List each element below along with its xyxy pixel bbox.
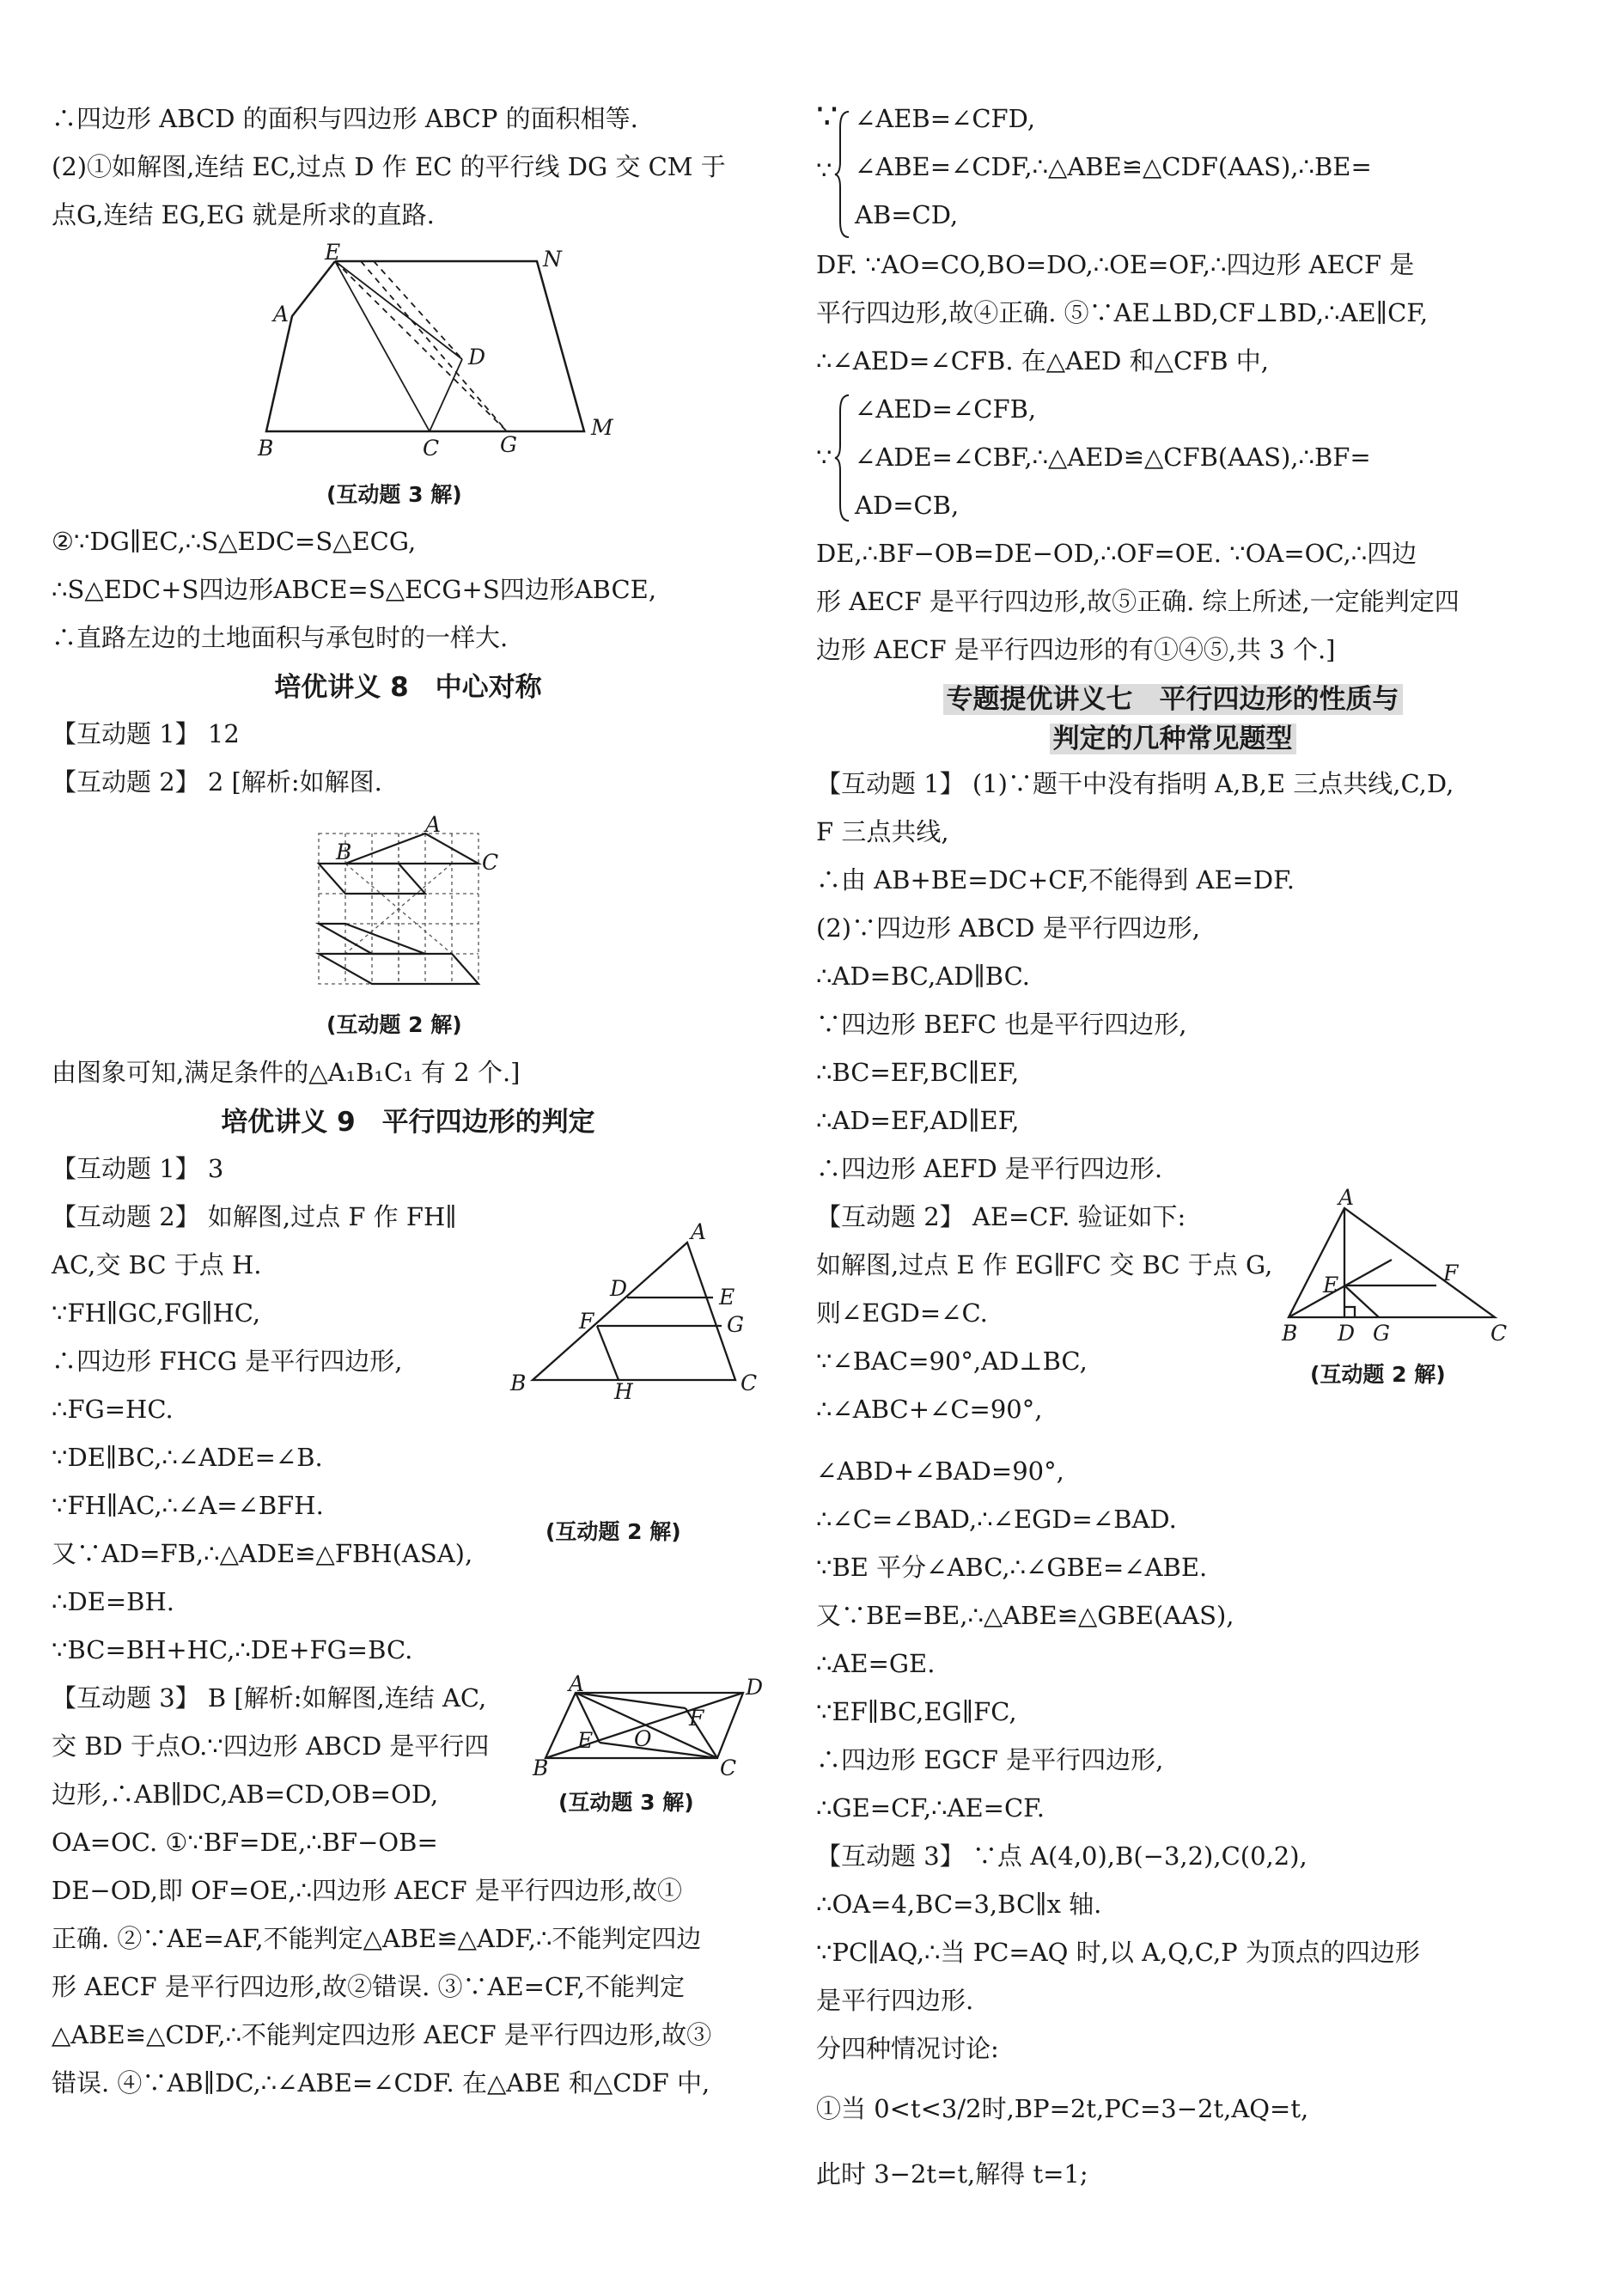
point-label: N [543,247,562,272]
text-line: (2)①如解图,连结 EC,过点 D 作 EC 的平行线 DG 交 CM 于 [52,152,726,181]
text-line: 【互动题 2】 2 [解析:如解图. [52,767,382,797]
point-label: E [719,1285,735,1310]
point-label: B [533,1756,549,1780]
text-line: F 三点共线, [816,817,949,846]
point-label: C [423,436,440,461]
text-line: 则∠EGD=∠C. [816,1298,988,1328]
section-heading-8: 培优讲义 8 中心对称 [274,672,542,703]
figure-caption: (互动题 2 解) [1310,1362,1446,1387]
text-line: ∴DE=BH. [52,1587,174,1616]
point-label: A [1338,1185,1355,1210]
text-line: 交 BD 于点O.∵四边形 ABCD 是平行四 [52,1731,490,1761]
point-label: C [1490,1321,1508,1346]
point-label: C [741,1371,758,1395]
text-line: ∵∠BAC=90°,AD⊥BC, [816,1346,1088,1376]
text-line: ∴∠AED=∠CFB. 在△AED 和△CFB 中, [816,346,1270,376]
text-line: ∠AED=∠CFB, [855,394,1037,424]
point-label: F [579,1309,594,1334]
text-line: ∴由 AB+BE=DC+CF,不能得到 AE=DF. [816,865,1295,895]
brace-mark [835,394,852,522]
point-label: G [1373,1321,1390,1346]
text-line: AB=CD, [855,200,959,229]
point-label: B [1282,1321,1298,1346]
text-line: 边形,∴AB∥DC,AB=CD,OB=OD, [52,1780,439,1809]
text-line: ②∵DG∥EC,∴S△EDC=S△ECG, [52,527,417,556]
text-line: 【互动题 2】 AE=CF. 验证如下: [816,1202,1186,1231]
text-line: AD=CB, [855,491,960,520]
since-mark: ∵ [816,443,832,472]
text-line: 又∵BE=BE,∴△ABE≌△GBE(AAS), [816,1601,1234,1630]
text-line: ∠AEB=∠CFD, [855,104,1036,133]
text-line: ∴直路左边的土地面积与承包时的一样大. [52,623,509,652]
text-line: ∵PC∥AQ,∴当 PC=AQ 时,以 A,Q,C,P 为顶点的四边形 [816,1938,1420,1967]
point-label: B [510,1371,527,1395]
text-line: 分四种情况讨论: [816,2034,999,2063]
figure-caption: (互动题 2 解) [326,1012,462,1037]
point-label: A [425,812,442,837]
text-line: ∠ABD+∠BAD=90°, [816,1456,1064,1486]
text-line: 又∵AD=FB,∴△ADE≌△FBH(ASA), [52,1539,473,1568]
text-line: 【互动题 3】 ∵点 A(4,0),B(−3,2),C(0,2), [816,1841,1307,1871]
point-label: C [482,850,499,875]
point-label: D [1338,1321,1356,1346]
text-line: ∵FH∥AC,∴∠A=∠BFH. [52,1491,324,1520]
text-line: 此时 3−2t=t,解得 t=1; [816,2159,1088,2189]
text-line: DE,∴BF−OB=DE−OD,∴OF=OE. ∵OA=OC,∴四边 [816,539,1417,568]
text-line: ∴AD=BC,AD∥BC. [816,962,1030,991]
text-line: ∴BC=EF,BC∥EF, [816,1058,1020,1087]
text-line: ∴∠ABC+∠C=90°, [816,1395,1043,1424]
text-line: ∴∠C=∠BAD,∴∠EGD=∠BAD. [816,1505,1177,1534]
point-label: E [325,240,341,265]
text-line: 如解图,过点 E 作 EG∥FC 交 BC 于点 G, [816,1250,1273,1279]
point-label: F [689,1706,704,1731]
figure-caption: (互动题 3 解) [326,482,462,507]
text-line: 是平行四边形. [816,1986,974,2015]
brace-mark [835,110,852,239]
figure-triangle-fh [507,1219,765,1404]
point-label: E [1323,1273,1339,1298]
text-line: 平行四边形,故④正确. ⑤∵AE⊥BD,CF⊥BD,∴AE∥CF, [816,298,1429,327]
text-line: ∴S△EDC+S四边形ABCE=S△ECG+S四边形ABCE, [52,575,657,604]
text-line: ∠ADE=∠CBF,∴△AED≌△CFB(AAS),∴BF= [855,443,1371,472]
figure-caption: (互动题 3 解) [558,1790,694,1815]
text-line: 边形 AECF 是平行四边形的有①④⑤,共 3 个.] [816,635,1336,664]
text-line: ∠ABE=∠CDF,∴△ABE≌△CDF(AAS),∴BE= [855,152,1372,181]
figure-parallelogram [533,1671,765,1780]
text-line: ∵四边形 BEFC 也是平行四边形, [816,1010,1187,1039]
text-line: 正确. ②∵AE=AF,不能判定△ABE≌△ADF,∴不能判定四边 [52,1924,702,1953]
text-line: DF. ∵AO=CO,BO=DO,∴OE=OF,∴四边形 AECF 是 [816,250,1415,279]
point-label: F [1443,1261,1459,1285]
text-line: AC,交 BC 于点 H. [52,1250,262,1279]
text-line: ∵FH∥GC,FG∥HC, [52,1298,261,1328]
point-label: A [569,1671,585,1696]
figure-caption: (互动题 2 解) [546,1519,681,1544]
text-line: OA=OC. ①∵BF=DE,∴BF−OB= [52,1828,438,1857]
figure-grid [314,812,554,986]
text-line: ∴FG=HC. [52,1395,174,1424]
text-line: ∵EF∥BC,EG∥FC, [816,1697,1017,1726]
point-label: D [468,345,486,369]
point-label: A [273,302,290,327]
text-line: 点G,连结 EG,EG 就是所求的直路. [52,200,435,229]
text-line: 形 AECF 是平行四边形,故②错误. ③∵AE=CF,不能判定 [52,1972,685,2001]
text-line: ∵BC=BH+HC,∴DE+FG=BC. [52,1635,413,1664]
text-line: 【互动题 1】 12 [52,719,240,748]
text-line: 由图象可知,满足条件的△A₁B₁C₁ 有 2 个.] [52,1058,521,1087]
point-label: B [336,840,352,864]
section-heading-9: 培优讲义 9 平行四边形的判定 [221,1107,595,1138]
text-line: ∵DE∥BC,∴∠ADE=∠B. [52,1443,323,1472]
point-label: G [500,432,517,457]
text-line: (2)∵四边形 ABCD 是平行四边形, [816,913,1200,943]
text-line: 错误. ④∵AB∥DC,∴∠ABE=∠CDF. 在△ABE 和△CDF 中, [52,2068,710,2098]
point-label: A [691,1219,707,1244]
text-line: ∴四边形 ABCD 的面积与四边形 ABCP 的面积相等. [52,104,638,133]
point-label: G [727,1312,744,1337]
section-heading-7 [816,677,1529,716]
section-title-line-1: 专题提优讲义七 平行四边形的性质与 [943,684,1403,715]
text-line: ∴四边形 AEFD 是平行四边形. [816,1154,1163,1183]
text-line: ∴GE=CF,∴AE=CF. [816,1793,1045,1823]
text-line: 【互动题 1】 (1)∵题干中没有指明 A,B,E 三点共线,C,D, [816,769,1454,798]
text-line: 【互动题 3】 B [解析:如解图,连结 AC, [52,1683,487,1713]
point-label: D [610,1276,628,1301]
since-mark: ∵ [816,156,832,185]
figure-land-plot [232,240,636,461]
text-line: ∴AE=GE. [816,1649,936,1678]
figure-right-triangle [1280,1185,1521,1347]
point-label: O [634,1726,652,1751]
text-line: 形 AECF 是平行四边形,故⑤正确. 综上所述,一定能判定四 [816,587,1460,616]
text-line: △ABE≌△CDF,∴不能判定四边形 AECF 是平行四边形,故③ [52,2020,712,2049]
point-label: B [258,436,274,461]
text-line: DE−OD,即 OF=OE,∴四边形 AECF 是平行四边形,故① [52,1876,683,1905]
point-label: D [746,1675,764,1700]
point-label: C [720,1756,737,1780]
since-symbol: ∵ [816,97,838,137]
point-label: E [577,1728,594,1753]
section-title-line-2: 判定的几种常见题型 [1050,724,1296,754]
point-label: H [614,1379,633,1404]
text-line: ∴四边形 EGCF 是平行四边形, [816,1745,1164,1774]
text-line: 【互动题 2】 如解图,过点 F 作 FH∥ [52,1202,457,1231]
text-line: 【互动题 1】 3 [52,1154,224,1183]
section-heading-7-line2 [816,717,1529,755]
text-line: ①当 0<t<3/2时,BP=2t,PC=3−2t,AQ=t, [816,2094,1309,2123]
point-label: M [591,415,613,440]
text-line: ∴OA=4,BC=3,BC∥x 轴. [816,1890,1102,1919]
text-line: ∵BE 平分∠ABC,∴∠GBE=∠ABE. [816,1553,1208,1582]
text-line: ∴AD=EF,AD∥EF, [816,1106,1020,1135]
text-line: ∴四边形 FHCG 是平行四边形, [52,1346,403,1376]
